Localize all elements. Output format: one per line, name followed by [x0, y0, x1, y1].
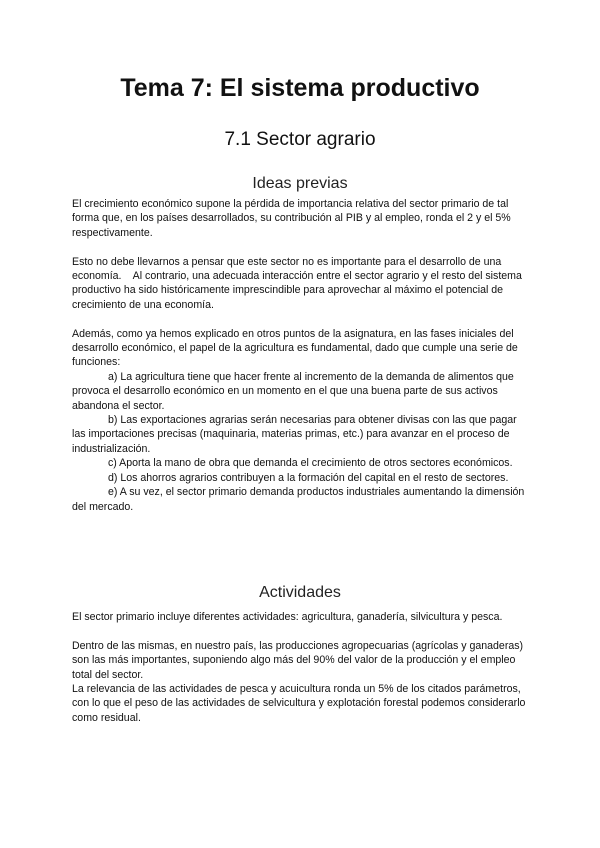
actividades-paragraph-3: La relevancia de las actividades de pesca y acuicultura ronda un 5% de los citados parámetros, con lo que el peso de las actividades de selvicultura y explotación forestal podemos considerarlo como residual. [72, 683, 526, 724]
ideas-previas-heading: Ideas previas [252, 175, 348, 192]
function-item-c: c) Aporta la mano de obra que demanda el crecimiento de otros sectores económicos. [108, 457, 513, 470]
actividades-heading: Actividades [259, 584, 341, 601]
section-title: 7.1 Sector agrario [224, 129, 376, 150]
function-item-b: b) Las exportaciones agrarias serán necesarias para obtener divisas con las que pagar las importaciones precisas (maquinaria, materias primas, etc.) para avanzar en el proceso de industrialización. [72, 414, 517, 455]
page-title: Tema 7: El sistema productivo [120, 74, 480, 102]
actividades-paragraph-1: El sector primario incluye diferentes actividades: agricultura, ganadería, silvicultura y pesca. [72, 611, 503, 623]
function-item-a: a) La agricultura tiene que hacer frente al incremento de la demanda de alimentos que provoca el desarrollo económico en un momento en el que una buena parte de sus activos abandona el sector. [72, 370, 514, 412]
ideas-paragraph-2: Esto no debe llevarnos a pensar que este sector no es importante para el desarrollo de una economía. Al contrario, una adecuada interacción entre el sector agrario y el resto del sistema productivo ha sido históricamente imprescindible para aprovechar al máximo el potencial de crecimiento de una economía. [72, 255, 525, 311]
function-item-d: d) Los ahorros agrarios contribuyen a la formación del capital en el resto de sectores. [108, 471, 509, 484]
ideas-previas-body [72, 197, 532, 514]
function-item-e: e) A su vez, el sector primario demanda productos industriales aumentando la dimensión del mercado. [72, 486, 525, 513]
actividades-body [72, 610, 532, 725]
ideas-paragraph-3: Además, como ya hemos explicado en otros puntos de la asignatura, en las fases iniciales del desarrollo económico, el papel de la agricultura es fundamental, dado que cumple una serie de funciones: [72, 327, 518, 369]
actividades-paragraph-2: Dentro de las mismas, en nuestro país, las producciones agropecuarias (agrícolas y ganaderas) son las más importantes, suponiendo algo más del 90% del valor de la producción y el empleo total del sector. [72, 639, 524, 681]
ideas-paragraph-1: El crecimiento económico supone la pérdida de importancia relativa del sector primario de tal forma que, en los países desarrollados, su contribución al PIB y al empleo, ronda el 2 y el 5% respectivamente. [72, 198, 511, 239]
